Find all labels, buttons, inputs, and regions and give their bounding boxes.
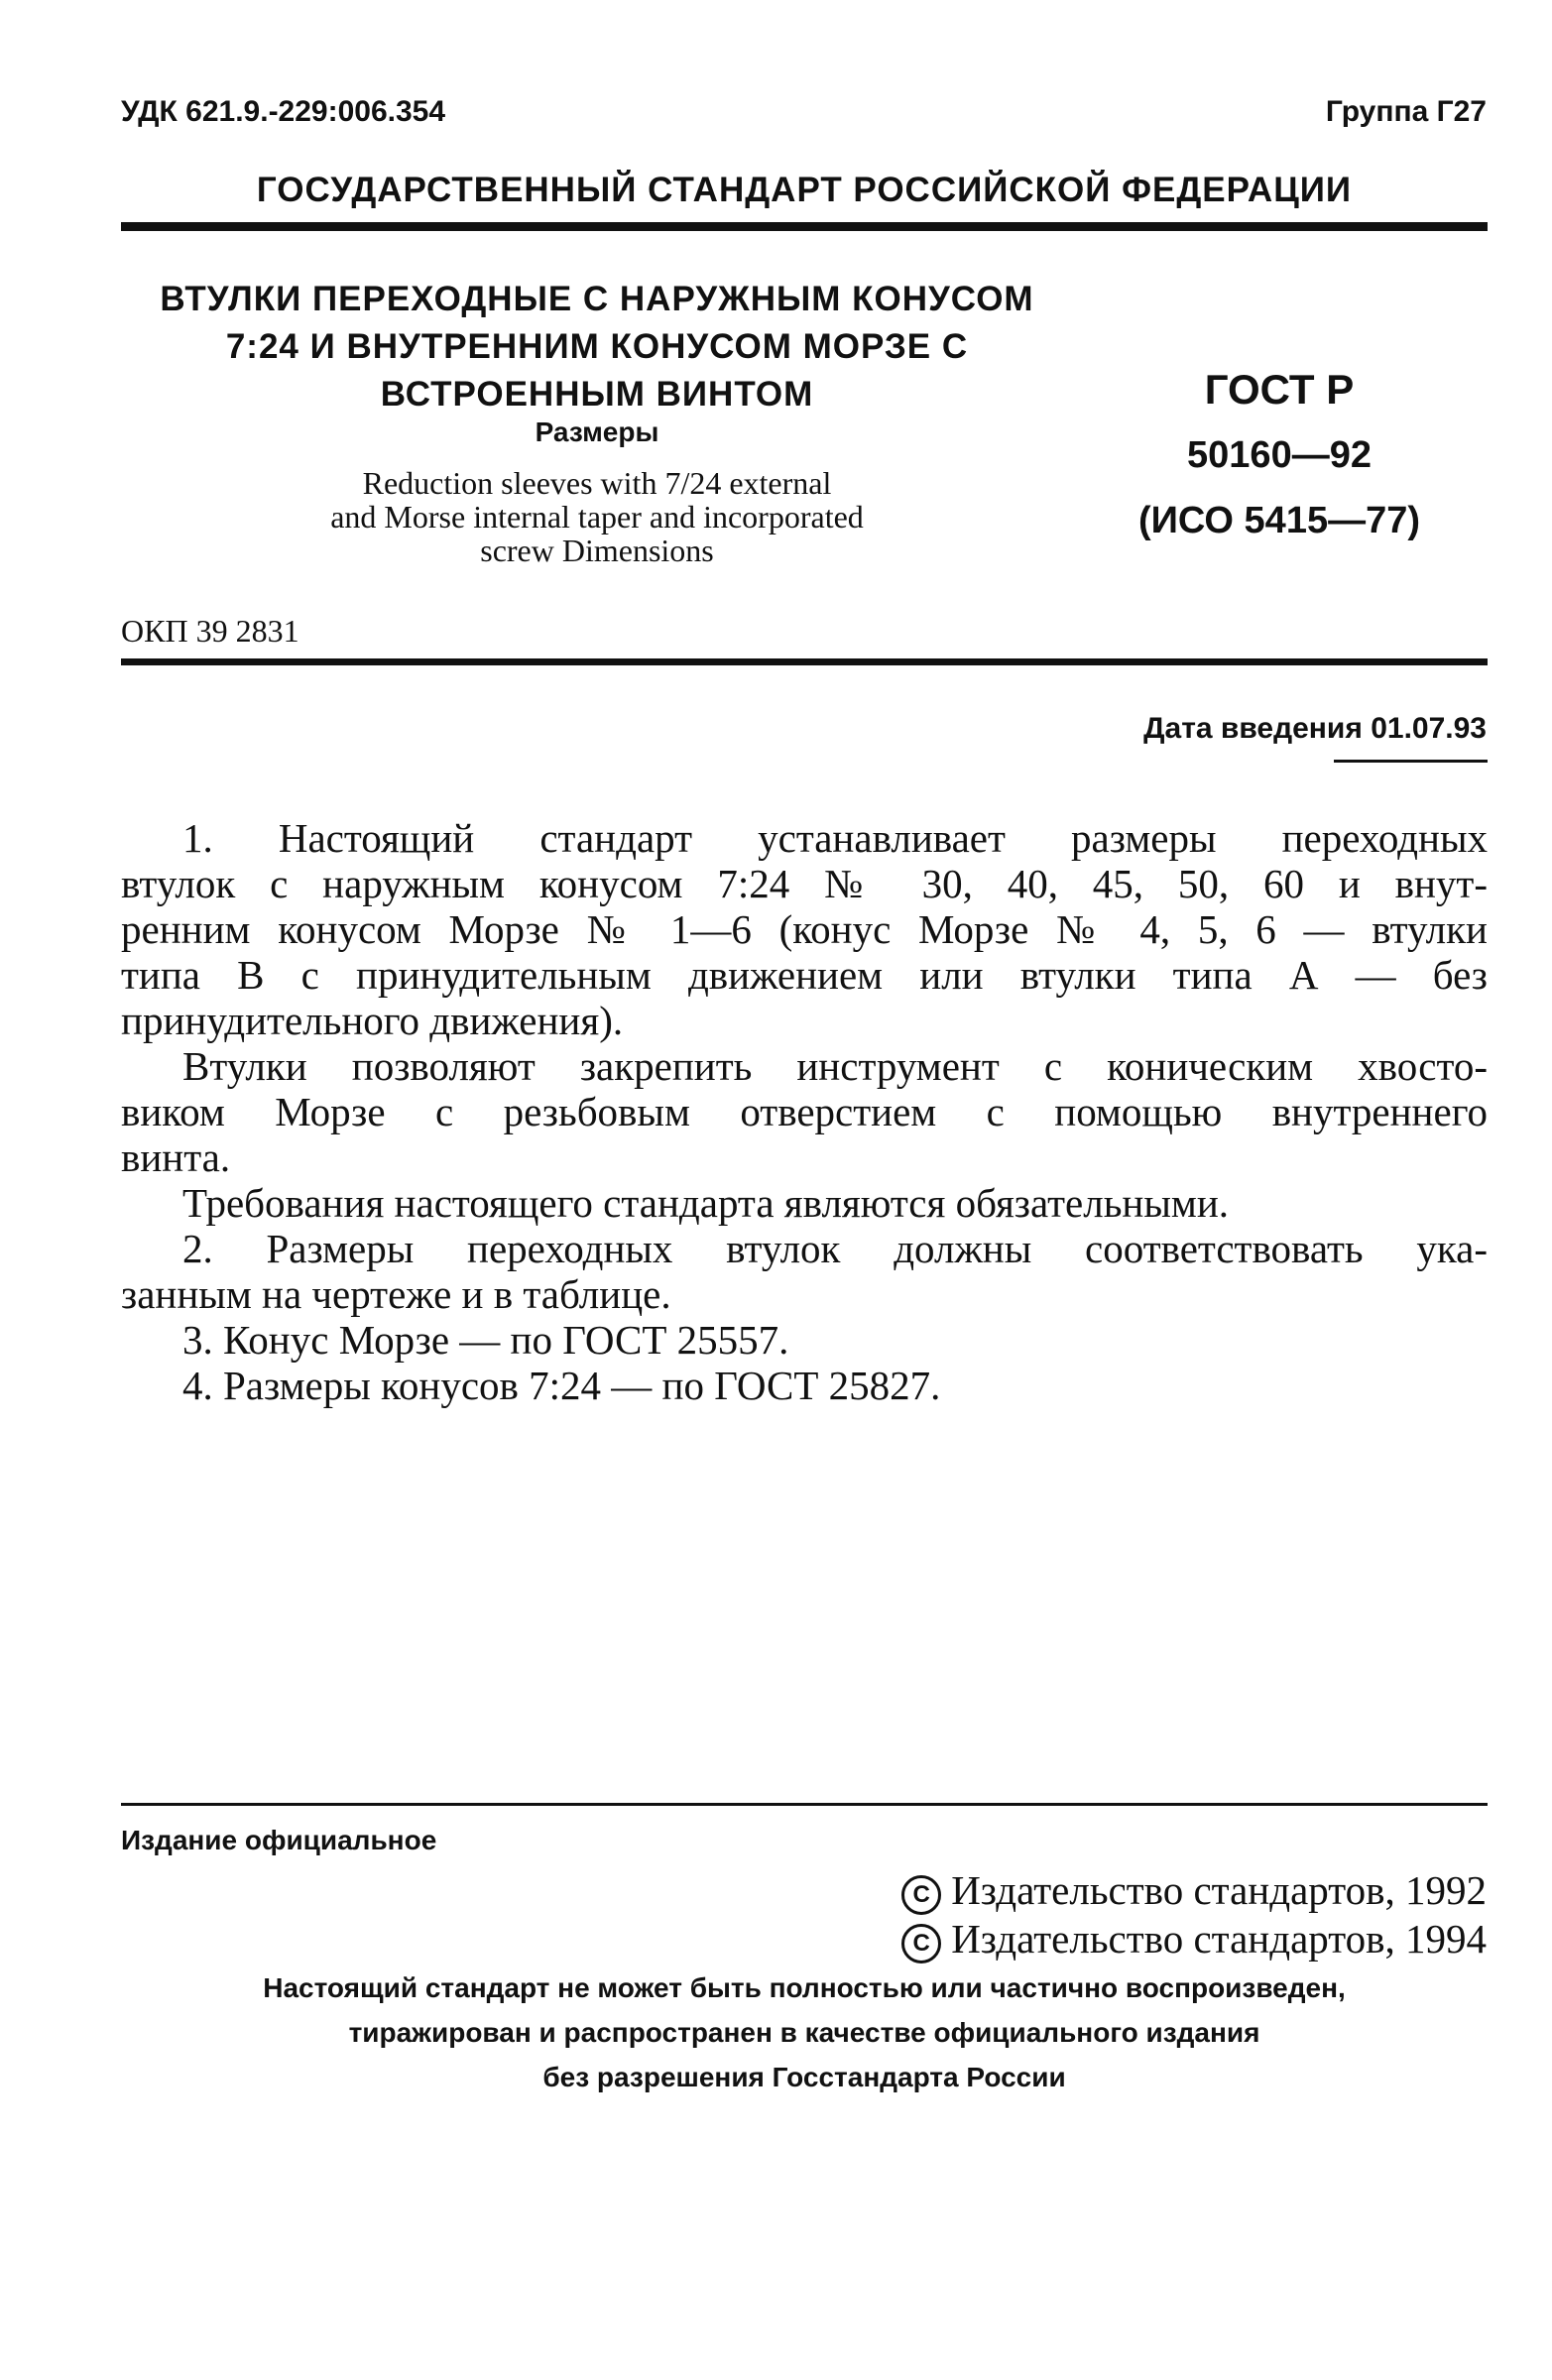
- copyright-line: [901, 1866, 1487, 1964]
- text-line: занным на чертеже и в таблице.: [121, 1271, 671, 1317]
- english-title: [121, 466, 1073, 567]
- standard-organization: ГОСУДАРСТВЕННЫЙ СТАНДАРТ РОССИЙСКОЙ ФЕДЕРАЦИИ: [256, 171, 1353, 209]
- title-line: 7:24 И ВНУТРЕННИМ КОНУСОМ МОРЗЕ С: [225, 327, 969, 366]
- effective-date: Дата введения 01.07.93: [1143, 712, 1487, 745]
- english-title-line: Reduction sleeves with 7/24 external: [362, 465, 832, 501]
- okp-code: ОКП 39 2831: [121, 613, 299, 649]
- clause-2: [121, 1226, 1488, 1317]
- clause-1-note: [121, 1043, 1488, 1180]
- title-line: ВСТРОЕННЫМ ВИНТОМ: [380, 375, 814, 414]
- group-code: Группа Г27: [1325, 95, 1487, 128]
- text-line: 4. Размеры конусов 7:24 — по ГОСТ 25827.: [182, 1363, 941, 1408]
- gost-designation: [1071, 357, 1488, 553]
- udk-code: УДК 621.9.-229:006.354: [121, 95, 446, 128]
- text-line: ренним конусом Морзе № 1—6 (конус Морзе № 4, 5, 6 — втулки: [121, 906, 1488, 952]
- okp-divider: [121, 658, 1488, 665]
- text-line: типа В с принудительным движением или втулки типа А — без: [121, 952, 1488, 998]
- text-line: 1. Настоящий стандарт устанавливает размеры переходных: [182, 815, 1488, 861]
- text-line: виком Морзе с резьбовым отверстием с помощью внутреннего: [121, 1089, 1488, 1134]
- english-title-line: screw Dimensions: [480, 533, 714, 568]
- clause-4: [121, 1363, 1488, 1408]
- notice-line: без разрешения Госстандарта России: [542, 2062, 1066, 2092]
- text-line: 3. Конус Морзе — по ГОСТ 25557.: [182, 1317, 789, 1363]
- text-line: Втулки позволяют закрепить инструмент с коническим хвосто-: [182, 1043, 1488, 1089]
- copyright-entry: [901, 1915, 1487, 1964]
- english-title-line: and Morse internal taper and incorporated: [330, 499, 864, 535]
- gost-number: 50160—92: [1187, 434, 1372, 476]
- title-subheading: Размеры: [535, 416, 659, 447]
- copyright-text: Издательство стандартов, 1994: [951, 1916, 1487, 1962]
- copyright-icon: C: [901, 1924, 941, 1964]
- header-divider: [121, 222, 1488, 231]
- iso-number: (ИСО 5415—77): [1137, 500, 1421, 541]
- copyright-icon: C: [901, 1875, 941, 1915]
- notice-line: Настоящий стандарт не может быть полностью или частично воспроизведен,: [263, 1972, 1346, 2003]
- copyright-text: Издательство стандартов, 1992: [951, 1867, 1487, 1913]
- official-edition: Издание официальное: [121, 1825, 437, 1855]
- footer-divider: [121, 1803, 1488, 1806]
- text-line: 2. Размеры переходных втулок должны соответствовать ука-: [182, 1226, 1488, 1271]
- text-line: Требования настоящего стандарта являются обязательными.: [182, 1180, 1230, 1226]
- text-line: втулок с наружным конусом 7:24 № 30, 40, 45, 50, 60 и внут-: [121, 861, 1488, 906]
- copyright-entry: [901, 1866, 1487, 1915]
- requirements-note: [121, 1180, 1488, 1226]
- clause-3: [121, 1317, 1488, 1363]
- notice-line: тиражирован и распространен в качестве официального издания: [348, 2017, 1260, 2048]
- clause-1: [121, 815, 1488, 1043]
- document-title: [121, 276, 1073, 418]
- text-line: принудительного движения).: [121, 998, 624, 1043]
- text-line: винта.: [121, 1134, 231, 1180]
- title-line: ВТУЛКИ ПЕРЕХОДНЫЕ С НАРУЖНЫМ КОНУСОМ: [160, 280, 1034, 318]
- date-underline: [1334, 760, 1488, 763]
- reproduction-notice: [121, 1965, 1488, 2099]
- gost-label: ГОСТ Р: [1204, 366, 1355, 413]
